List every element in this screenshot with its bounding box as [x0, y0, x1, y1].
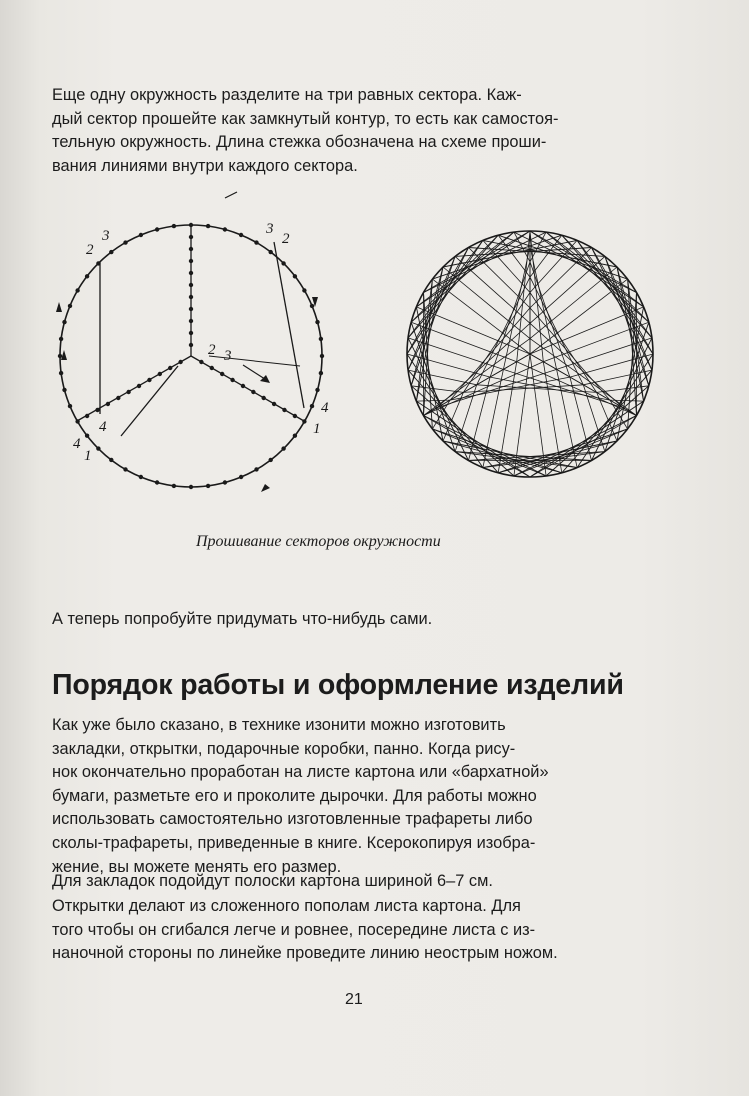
- thread-line: [424, 416, 531, 478]
- text-line: Еще одну окружность разделите на три равных сектора. Каж-: [52, 86, 522, 104]
- hole-dot: [272, 402, 276, 406]
- text-line: закладки, открытки, подарочные коробки, панно. Когда рису-: [52, 739, 516, 758]
- hole-dot: [85, 414, 89, 418]
- hole-dot: [96, 446, 100, 450]
- hole-dot: [262, 396, 266, 400]
- hole-dot: [230, 378, 234, 382]
- arrow-icon: [56, 302, 62, 312]
- hole-dot: [116, 396, 120, 400]
- stitch-line-bottom: [121, 366, 178, 436]
- thread-line: [424, 231, 531, 293]
- text-line: жение, вы можете менять его размер.: [52, 857, 342, 876]
- hole-dot: [172, 224, 176, 228]
- hole-dot: [62, 320, 66, 324]
- hole-dot: [155, 227, 159, 231]
- hole-dot: [251, 390, 255, 394]
- text-line: того чтобы он сгибался легче и ровнее, посередине листа с из-: [52, 920, 536, 939]
- hole-dot: [319, 371, 323, 375]
- thread-line: [530, 293, 597, 393]
- diagram-label: 1: [313, 421, 321, 437]
- hole-dot: [320, 354, 324, 358]
- diagram-number-labels: [73, 221, 329, 464]
- page-number: 21: [345, 991, 363, 1008]
- thread-line: [577, 240, 653, 354]
- hole-dot: [85, 274, 89, 278]
- hole-dot: [123, 240, 127, 244]
- diagram-label: 3: [224, 348, 232, 364]
- hole-dot: [96, 261, 100, 265]
- diagram-label: 4: [321, 400, 329, 416]
- hole-dot: [189, 343, 193, 347]
- hole-dot: [147, 378, 151, 382]
- thread-line: [408, 240, 483, 338]
- hole-dot: [239, 475, 243, 479]
- hole-dot: [302, 288, 306, 292]
- text-line: тельную окружность. Длина стежка обозначена на схеме прoши-: [52, 133, 547, 152]
- hole-dot: [223, 480, 227, 484]
- hole-dot: [269, 458, 273, 462]
- hole-dot: [310, 304, 314, 308]
- hole-dot: [310, 404, 314, 408]
- thread-line: [463, 293, 530, 393]
- diagram-label: 2: [282, 231, 290, 247]
- text-line: А теперь попробуйте придумать что-нибудь сами.: [52, 610, 433, 628]
- hole-dot: [178, 360, 182, 364]
- diagram-label: 4: [99, 419, 107, 435]
- hole-dot: [189, 247, 193, 251]
- sector-line-right: [191, 356, 304, 421]
- thread-line: [450, 308, 530, 400]
- hole-dot: [319, 337, 323, 341]
- hole-dot: [210, 366, 214, 370]
- hole-dot: [106, 402, 110, 406]
- diagram-label: 1: [84, 448, 92, 464]
- hole-dot: [85, 434, 89, 438]
- hole-dot: [95, 408, 99, 412]
- sector-line-left: [77, 356, 191, 421]
- hole-dot: [241, 384, 245, 388]
- hole-dot: [59, 337, 63, 341]
- hole-dot: [68, 304, 72, 308]
- thread-line: [411, 256, 455, 385]
- direction-arrows: [56, 297, 318, 492]
- thread-line: [577, 354, 653, 468]
- hole-dot: [189, 331, 193, 335]
- hole-dot: [189, 283, 193, 287]
- arrow-shaft: [243, 365, 268, 381]
- tick-mark: [225, 192, 237, 198]
- thread-line: [432, 279, 530, 354]
- thread-line: [592, 248, 654, 355]
- thread-line: [530, 262, 570, 377]
- hole-dot: [123, 467, 127, 471]
- hole-dot: [189, 319, 193, 323]
- hole-dot: [206, 224, 210, 228]
- hole-dot: [206, 484, 210, 488]
- text-line: использовать самостоятельно изготовленные трафареты либо: [52, 810, 533, 829]
- hole-dot: [189, 295, 193, 299]
- diagram-label: 2: [208, 342, 216, 358]
- hole-dot: [282, 408, 286, 412]
- thread-line: [455, 256, 530, 323]
- thread-line: [530, 308, 610, 400]
- text-line: Открытки делают из сложенного пополам листа картона. Для: [52, 897, 521, 915]
- thread-line: [570, 354, 653, 377]
- hole-dot: [254, 467, 258, 471]
- diagram-label: 4: [73, 436, 81, 452]
- figure-caption: Прошивание секторов окружности: [196, 533, 441, 550]
- hole-dot: [59, 371, 63, 375]
- thread-line: [530, 231, 637, 293]
- text-line: дый сектор прошейте как замкнутый контур, то есть как самостоя-: [52, 109, 559, 128]
- hole-dot: [155, 480, 159, 484]
- paragraph-bookmarks: [52, 870, 694, 894]
- thread-line: [530, 256, 605, 323]
- section-heading: Порядок работы и оформление изделий: [52, 669, 624, 701]
- hole-dot: [239, 233, 243, 237]
- thread-line: [411, 235, 498, 322]
- string-art-pattern: [407, 231, 653, 477]
- thread-line: [407, 354, 490, 377]
- text-line: наночной стороны по линейке проведите линию неострым ножом.: [52, 944, 558, 963]
- hole-dot: [189, 223, 193, 227]
- hole-dot: [189, 485, 193, 489]
- text-line: сколы-трафареты, приведенные в книге. Ксерокопируя изобра-: [52, 833, 536, 852]
- text-line: бумаги, разметьте его и проколите дырочки. Для работы можно: [52, 786, 537, 805]
- thread-line: [605, 256, 652, 370]
- hole-dot: [281, 261, 285, 265]
- hole-dot: [172, 484, 176, 488]
- hole-dot: [168, 366, 172, 370]
- text-line: нок окончательно проработан на листе картона или «бархатной»: [52, 763, 549, 782]
- hole-dot: [58, 354, 62, 358]
- diagram-label: 3: [102, 228, 110, 244]
- diagram-label: 3: [266, 221, 274, 237]
- hole-dot: [254, 240, 258, 244]
- hole-dot: [137, 384, 141, 388]
- thread-line: [530, 401, 644, 477]
- hole-dot: [293, 414, 297, 418]
- hole-dot: [139, 475, 143, 479]
- hole-dot: [62, 388, 66, 392]
- hole-dot: [269, 250, 273, 254]
- hole-dot: [302, 419, 306, 423]
- paragraph-postcards: [52, 895, 694, 966]
- thread-line: [498, 235, 627, 279]
- text-line: вания линиями внутри каждого сектора.: [52, 156, 358, 175]
- text-line: Для закладок подойдут полоски картона шириной 6–7 см.: [52, 872, 493, 890]
- hole-dot: [293, 434, 297, 438]
- thread-line: [416, 401, 530, 477]
- paragraph-try-yourself: [52, 608, 694, 632]
- hole-dot: [189, 235, 193, 239]
- hole-dot: [189, 307, 193, 311]
- thread-line: [416, 231, 530, 307]
- arrow-icon: [261, 484, 270, 492]
- thread-line: [407, 240, 483, 354]
- thread-line: [432, 235, 561, 279]
- hole-dot: [75, 288, 79, 292]
- hole-dot: [189, 259, 193, 263]
- hole-dot: [199, 360, 203, 364]
- stitch-line-right: [274, 242, 304, 408]
- stitch-line-inner: [209, 356, 300, 366]
- thread-line: [530, 279, 628, 354]
- hole-dot: [139, 233, 143, 237]
- thread-line: [530, 416, 637, 478]
- hole-dot: [281, 446, 285, 450]
- hole-dot: [158, 372, 162, 376]
- hole-dot: [109, 250, 113, 254]
- thread-line: [407, 354, 483, 468]
- hole-dot: [315, 320, 319, 324]
- thread-line: [583, 370, 652, 385]
- hole-dot: [189, 271, 193, 275]
- hole-dot: [220, 372, 224, 376]
- hole-dot: [293, 274, 297, 278]
- thread-line: [605, 256, 649, 385]
- diagram-label: 2: [86, 242, 94, 258]
- hole-dot: [223, 227, 227, 231]
- thread-line: [408, 370, 477, 385]
- thread-line: [490, 262, 530, 377]
- thread-line: [530, 231, 644, 307]
- text-line: Как уже было сказано, в технике изонити можно изготовить: [52, 716, 506, 734]
- hole-dot: [68, 404, 72, 408]
- hole-dot: [109, 458, 113, 462]
- thread-line: [407, 248, 469, 355]
- paragraph-work-order: [52, 714, 694, 879]
- hole-dot: [315, 388, 319, 392]
- hole-dot: [75, 419, 79, 423]
- thread-line: [562, 235, 649, 322]
- hole-dot: [126, 390, 130, 394]
